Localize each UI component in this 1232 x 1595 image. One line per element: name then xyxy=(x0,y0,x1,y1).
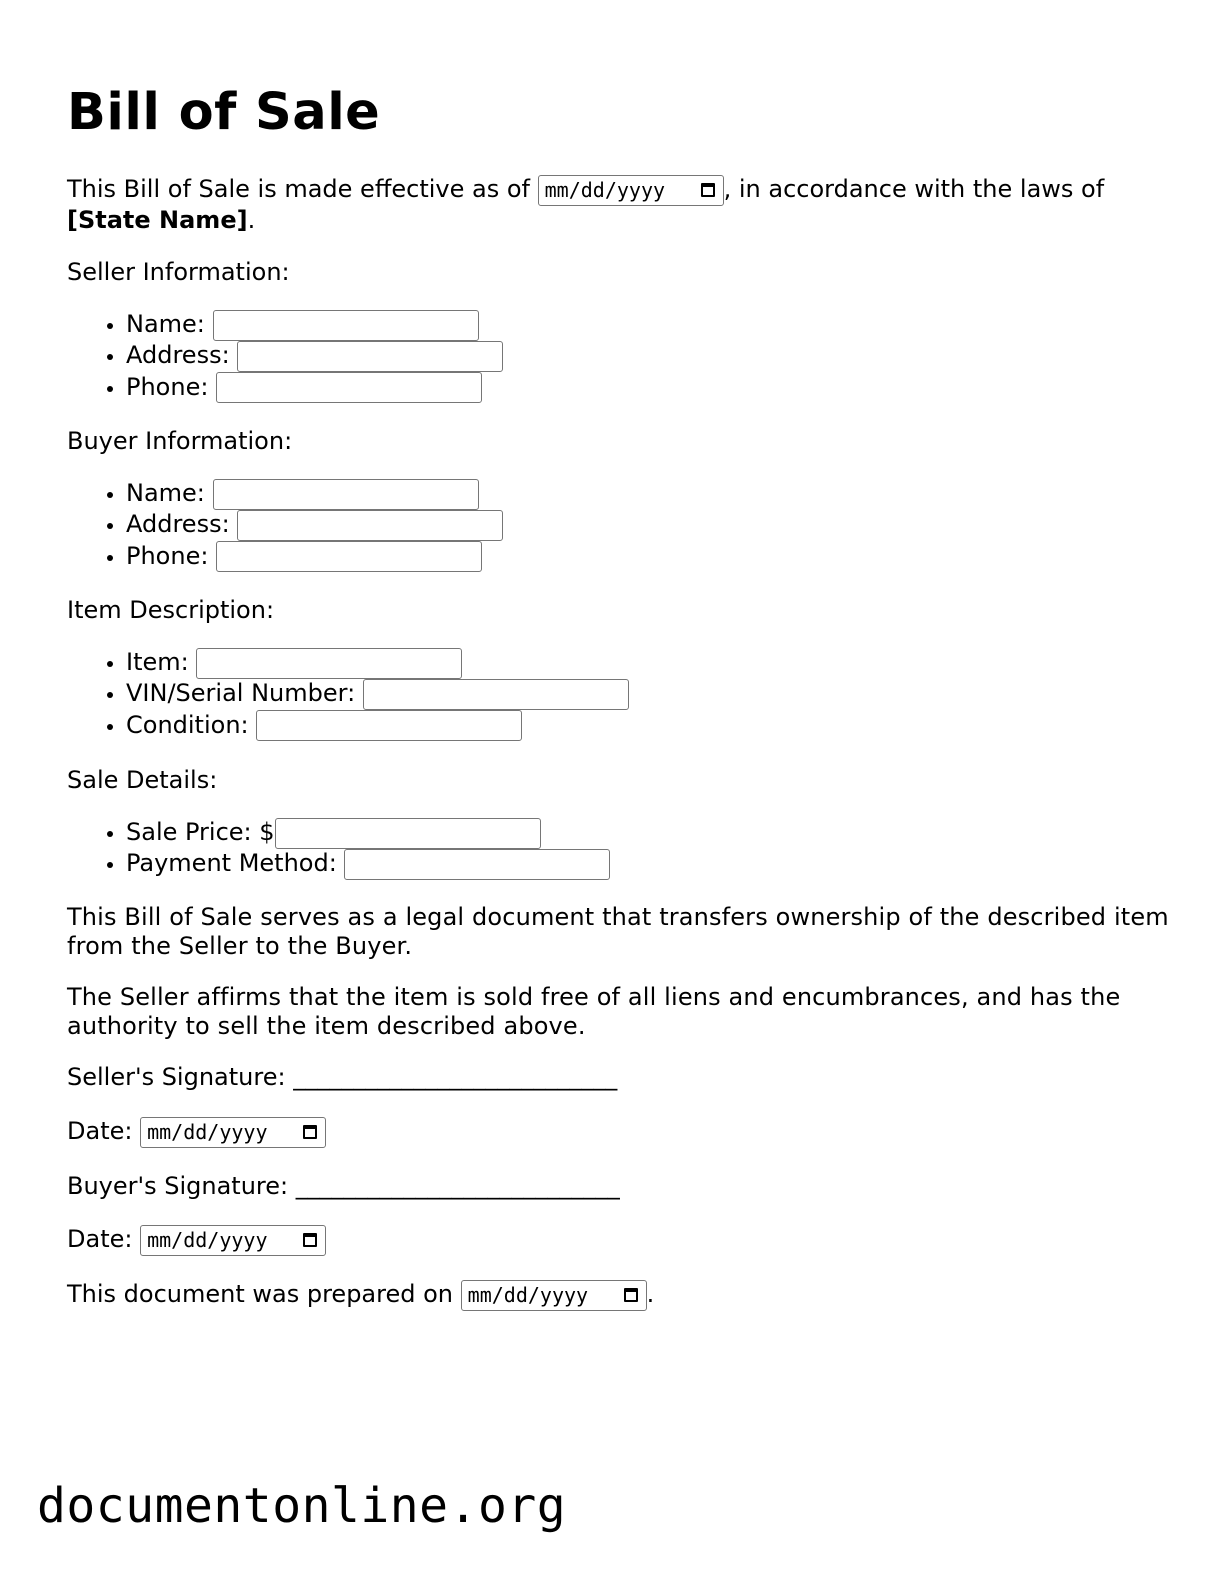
seller-name-input[interactable] xyxy=(213,310,479,341)
list-item xyxy=(126,710,629,741)
list-item xyxy=(126,478,503,509)
prepared-end: . xyxy=(646,1280,655,1308)
date-placeholder: mm/dd/yyyy xyxy=(467,1282,589,1307)
payment-input[interactable] xyxy=(344,849,610,880)
buyer-signature-line: Buyer's Signature: ___________________________ xyxy=(67,1172,620,1200)
seller-date-line xyxy=(67,1116,326,1148)
seller-phone-input[interactable] xyxy=(216,372,482,403)
list-item xyxy=(126,309,503,340)
list-item xyxy=(126,340,503,371)
seller-date-label: Date: xyxy=(67,1117,133,1145)
intro-line xyxy=(67,174,1104,206)
list-item xyxy=(126,372,503,403)
sale-heading: Sale Details: xyxy=(67,766,218,794)
page-title: Bill of Sale xyxy=(67,83,381,142)
state-name: [State Name] xyxy=(67,206,248,234)
price-label: Sale Price: $ xyxy=(126,818,275,846)
condition-input[interactable] xyxy=(256,710,522,741)
calendar-icon[interactable] xyxy=(624,1288,638,1302)
payment-label: Payment Method: xyxy=(126,849,337,878)
paragraph-transfer: This Bill of Sale serves as a legal document that transfers ownership of the described item from the Seller to the Buyer. xyxy=(67,903,1169,960)
buyer-date-label: Date: xyxy=(67,1225,133,1253)
seller-signature-line: Seller's Signature: ___________________________ xyxy=(67,1063,618,1091)
vin-input[interactable] xyxy=(363,679,629,710)
seller-name-label: Name: xyxy=(126,310,205,338)
buyer-phone-label: Phone: xyxy=(126,541,209,570)
intro-suffix: , in accordance with the laws of xyxy=(723,175,1105,203)
prepared-prefix: This document was prepared on xyxy=(67,1280,454,1308)
buyer-date-line xyxy=(67,1224,326,1256)
calendar-icon[interactable] xyxy=(701,183,715,197)
buyer-date-input[interactable] xyxy=(140,1225,326,1256)
item-label: Item: xyxy=(126,648,189,676)
buyer-name-label: Name: xyxy=(126,479,205,507)
list-item xyxy=(126,509,503,540)
seller-date-input[interactable] xyxy=(140,1117,326,1148)
prepared-line xyxy=(67,1279,654,1311)
intro-line-2 xyxy=(67,205,255,235)
item-heading: Item Description: xyxy=(67,596,275,624)
seller-heading: Seller Information: xyxy=(67,258,290,286)
sale-list xyxy=(67,817,610,880)
buyer-name-input[interactable] xyxy=(213,479,479,510)
calendar-icon[interactable] xyxy=(303,1233,317,1247)
seller-address-label: Address: xyxy=(126,341,230,370)
list-item xyxy=(126,541,503,572)
calendar-icon[interactable] xyxy=(303,1125,317,1139)
list-item xyxy=(126,647,629,678)
buyer-list xyxy=(67,478,503,572)
vin-label: VIN/Serial Number: xyxy=(126,679,356,708)
item-input[interactable] xyxy=(196,648,462,679)
prepared-date-input[interactable] xyxy=(461,1280,647,1311)
condition-label: Condition: xyxy=(126,710,249,739)
seller-phone-label: Phone: xyxy=(126,372,209,401)
date-placeholder: mm/dd/yyyy xyxy=(147,1119,268,1144)
buyer-address-input[interactable] xyxy=(237,510,503,541)
list-item xyxy=(126,848,610,879)
list-item xyxy=(126,817,610,848)
price-input[interactable] xyxy=(275,818,541,849)
date-placeholder: mm/dd/yyyy xyxy=(147,1227,268,1252)
list-item xyxy=(126,678,629,709)
intro-prefix: This Bill of Sale is made effective as of xyxy=(67,175,530,203)
paragraph-affirm: The Seller affirms that the item is sold free of all liens and encumbrances, and has the authority to sell the item described above. xyxy=(67,983,1121,1040)
buyer-heading: Buyer Information: xyxy=(67,427,293,455)
intro-end: . xyxy=(247,206,256,234)
seller-address-input[interactable] xyxy=(237,341,503,372)
seller-list xyxy=(67,309,503,403)
watermark-text: documentonline.org xyxy=(37,1478,567,1534)
item-list xyxy=(67,647,629,741)
buyer-address-label: Address: xyxy=(126,510,230,539)
effective-date-input[interactable] xyxy=(538,175,724,206)
date-placeholder: mm/dd/yyyy xyxy=(544,177,666,202)
buyer-phone-input[interactable] xyxy=(216,541,482,572)
